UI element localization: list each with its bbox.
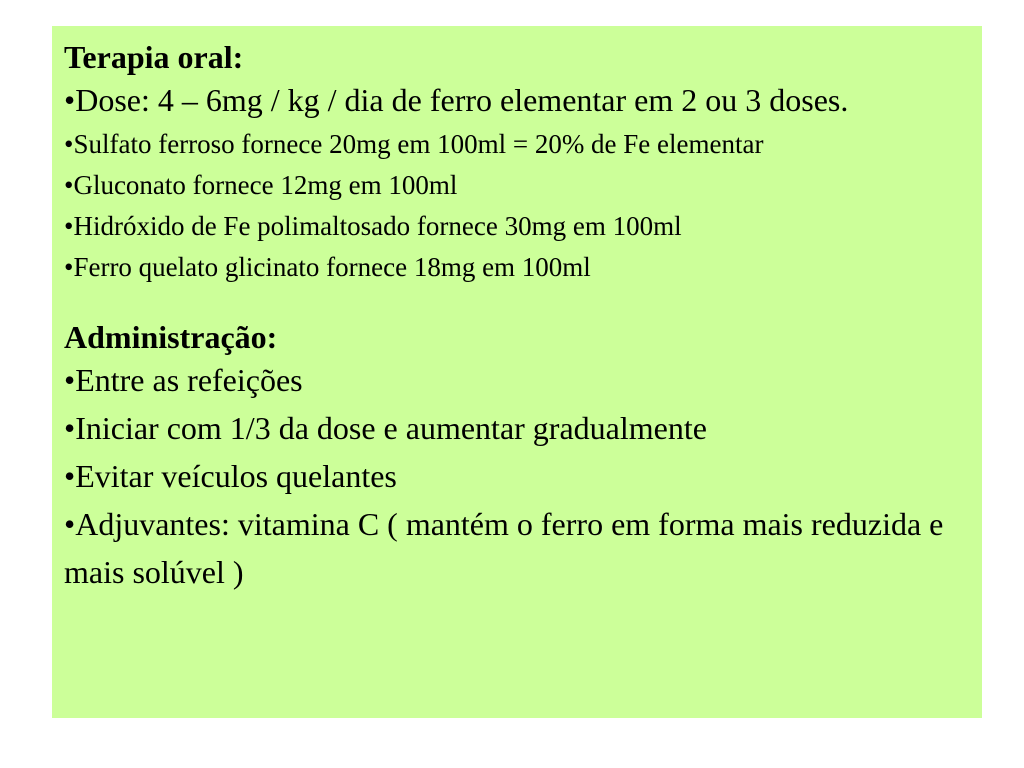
list-item: •Hidróxido de Fe polimaltosado fornece 30mg em 100ml xyxy=(64,211,682,241)
list-item: •Ferro quelato glicinato fornece 18mg em 100ml xyxy=(64,252,591,282)
dose-item: •Dose: 4 – 6mg / kg / dia de ferro elementar em 2 ou 3 doses. xyxy=(64,82,849,118)
list-item: •Evitar veículos quelantes xyxy=(64,458,397,494)
content-panel xyxy=(52,26,982,718)
section-spacer xyxy=(64,288,970,318)
list-item: •Adjuvantes: vitamina C ( mantém o ferro em forma mais reduzida e mais solúvel ) xyxy=(64,506,944,590)
section-heading-terapia-oral: Terapia oral: xyxy=(64,39,244,75)
list-item: •Iniciar com 1/3 da dose e aumentar gradualmente xyxy=(64,410,707,446)
list-item: •Entre as refeições xyxy=(64,362,303,398)
section-heading-administracao: Administração: xyxy=(64,319,278,355)
list-item: •Gluconato fornece 12mg em 100ml xyxy=(64,170,458,200)
list-item: •Sulfato ferroso fornece 20mg em 100ml = 20% de Fe elementar xyxy=(64,129,764,159)
